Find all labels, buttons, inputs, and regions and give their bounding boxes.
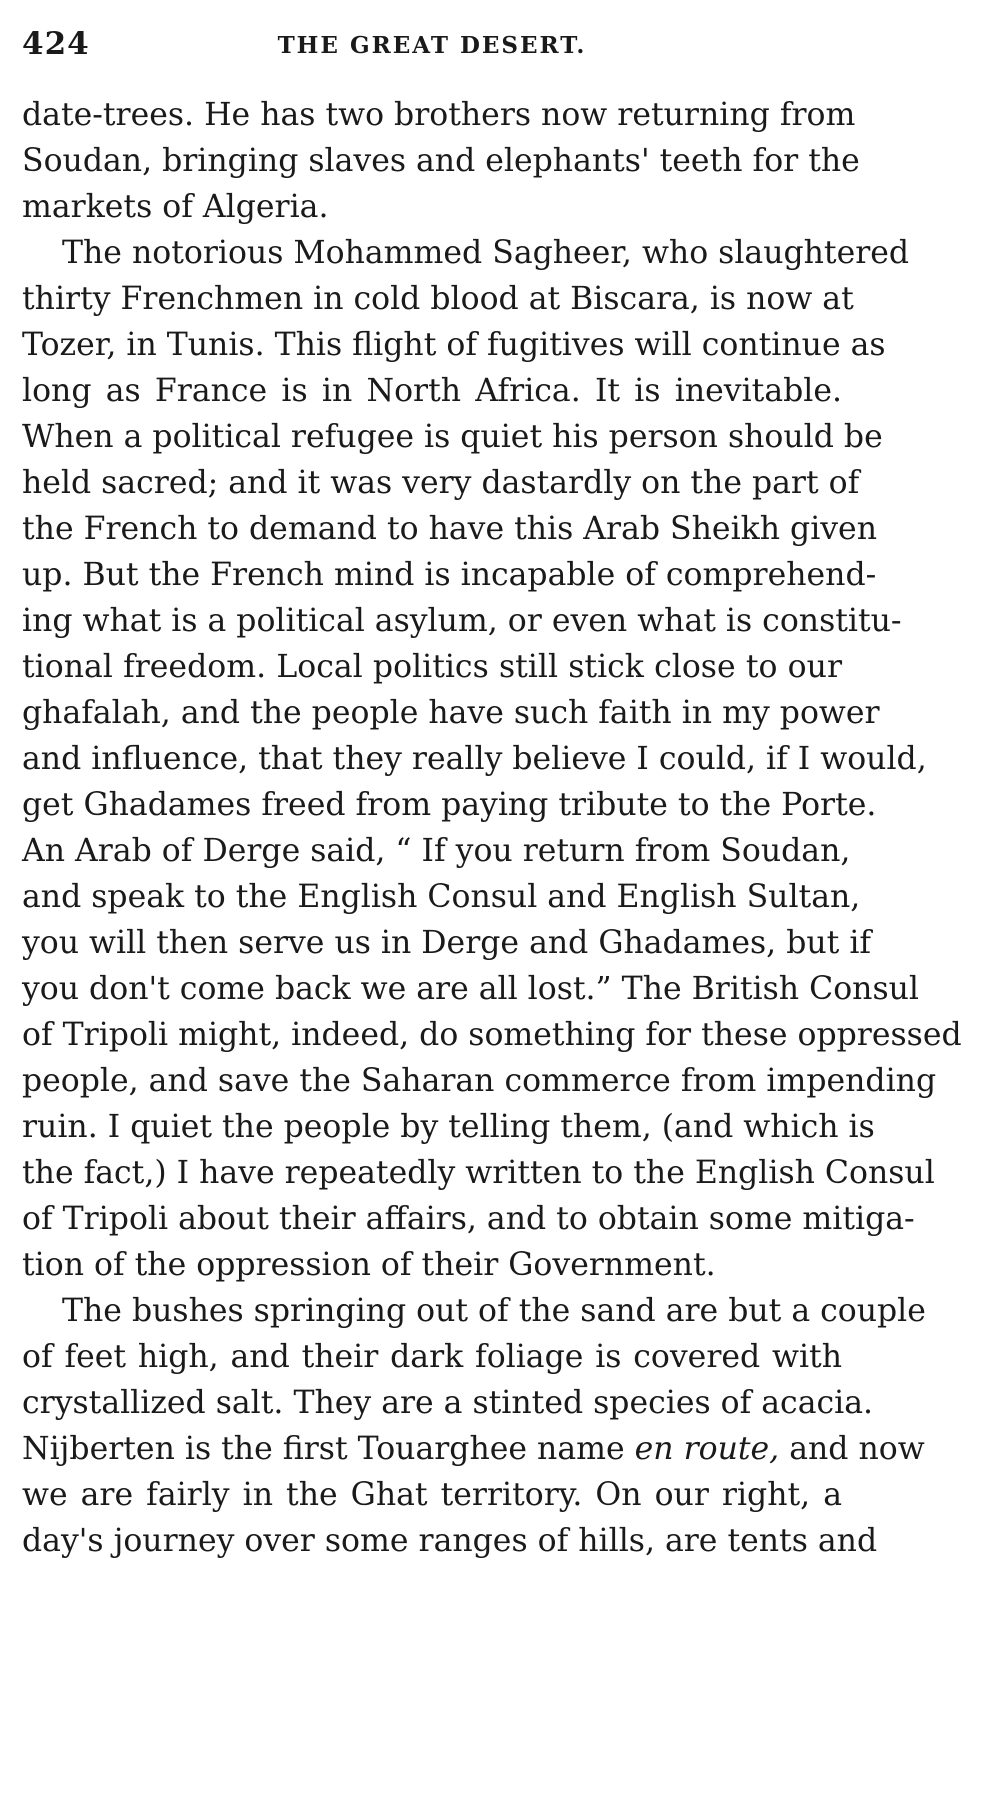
text-line: get Ghadames freed from paying tribute to the Porte.	[22, 787, 877, 823]
text-line: you don't come back we are all lost.” The British Consul	[22, 971, 919, 1007]
text-line: long as France is in North Africa. It is inevitable.	[22, 373, 842, 409]
text-line: The notorious Mohammed Sagheer, who slaughtered	[62, 235, 910, 271]
text-line: markets of Algeria.	[22, 189, 329, 225]
text-line: When a political refugee is quiet his person should be	[22, 419, 883, 455]
text-line: of Tripoli might, indeed, do something for these oppressed	[22, 1017, 962, 1053]
text-line: and speak to the English Consul and English Sultan,	[22, 879, 861, 915]
text-line: the French to demand to have this Arab Sheikh given	[22, 511, 877, 547]
text-line: date-trees. He has two brothers now returning from	[22, 97, 856, 133]
text-line: ruin. I quiet the people by telling them, (and which is	[22, 1109, 875, 1145]
text-line: tional freedom. Local politics still stick close to our	[22, 649, 842, 685]
text-line: Tozer, in Tunis. This flight of fugitives will continue as	[22, 327, 886, 363]
text-line-with-italic	[22, 1426, 925, 1472]
text-line: up. But the French mind is incapable of comprehend-	[22, 557, 877, 593]
italic-phrase: en route,	[634, 1431, 780, 1467]
running-head: THE GREAT DESERT.	[277, 32, 587, 59]
text-line: of Tripoli about their affairs, and to obtain some mitiga-	[22, 1201, 915, 1237]
paragraph-2	[22, 230, 962, 1288]
text-segment: and now	[779, 1431, 925, 1467]
text-line: of feet high, and their dark foliage is covered with	[22, 1339, 842, 1375]
text-line: ing what is a political asylum, or even what is constitu-	[22, 603, 902, 639]
text-line: Soudan, bringing slaves and elephants' teeth for the	[22, 143, 860, 179]
text-segment: Nijberten is the first Touarghee name	[22, 1431, 635, 1467]
paragraph-1	[22, 92, 860, 230]
text-line: and influence, that they really believe I could, if I would,	[22, 741, 927, 777]
text-line: people, and save the Saharan commerce from impending	[22, 1063, 937, 1099]
text-line: the fact,) I have repeatedly written to the English Consul	[22, 1155, 935, 1191]
text-line: The bushes springing out of the sand are but a couple	[62, 1293, 926, 1329]
body-text	[22, 92, 962, 1564]
text-line: thirty Frenchmen in cold blood at Biscara, is now at	[22, 281, 854, 317]
text-line: held sacred; and it was very dastardly on the part of	[22, 465, 860, 501]
text-line: crystallized salt. They are a stinted species of acacia.	[22, 1385, 873, 1421]
paragraph-3	[22, 1288, 926, 1564]
page-number: 424	[22, 26, 90, 62]
text-line: we are fairly in the Ghat territory. On our right, a	[22, 1477, 842, 1513]
text-line: day's journey over some ranges of hills, are tents and	[22, 1523, 878, 1559]
text-line: tion of the oppression of their Government.	[22, 1247, 716, 1283]
text-line: you will then serve us in Derge and Ghadames, but if	[22, 925, 872, 961]
text-line: ghafalah, and the people have such faith in my power	[22, 695, 880, 731]
page-header	[22, 26, 842, 66]
text-line: An Arab of Derge said, “ If you return from Soudan,	[22, 833, 851, 869]
